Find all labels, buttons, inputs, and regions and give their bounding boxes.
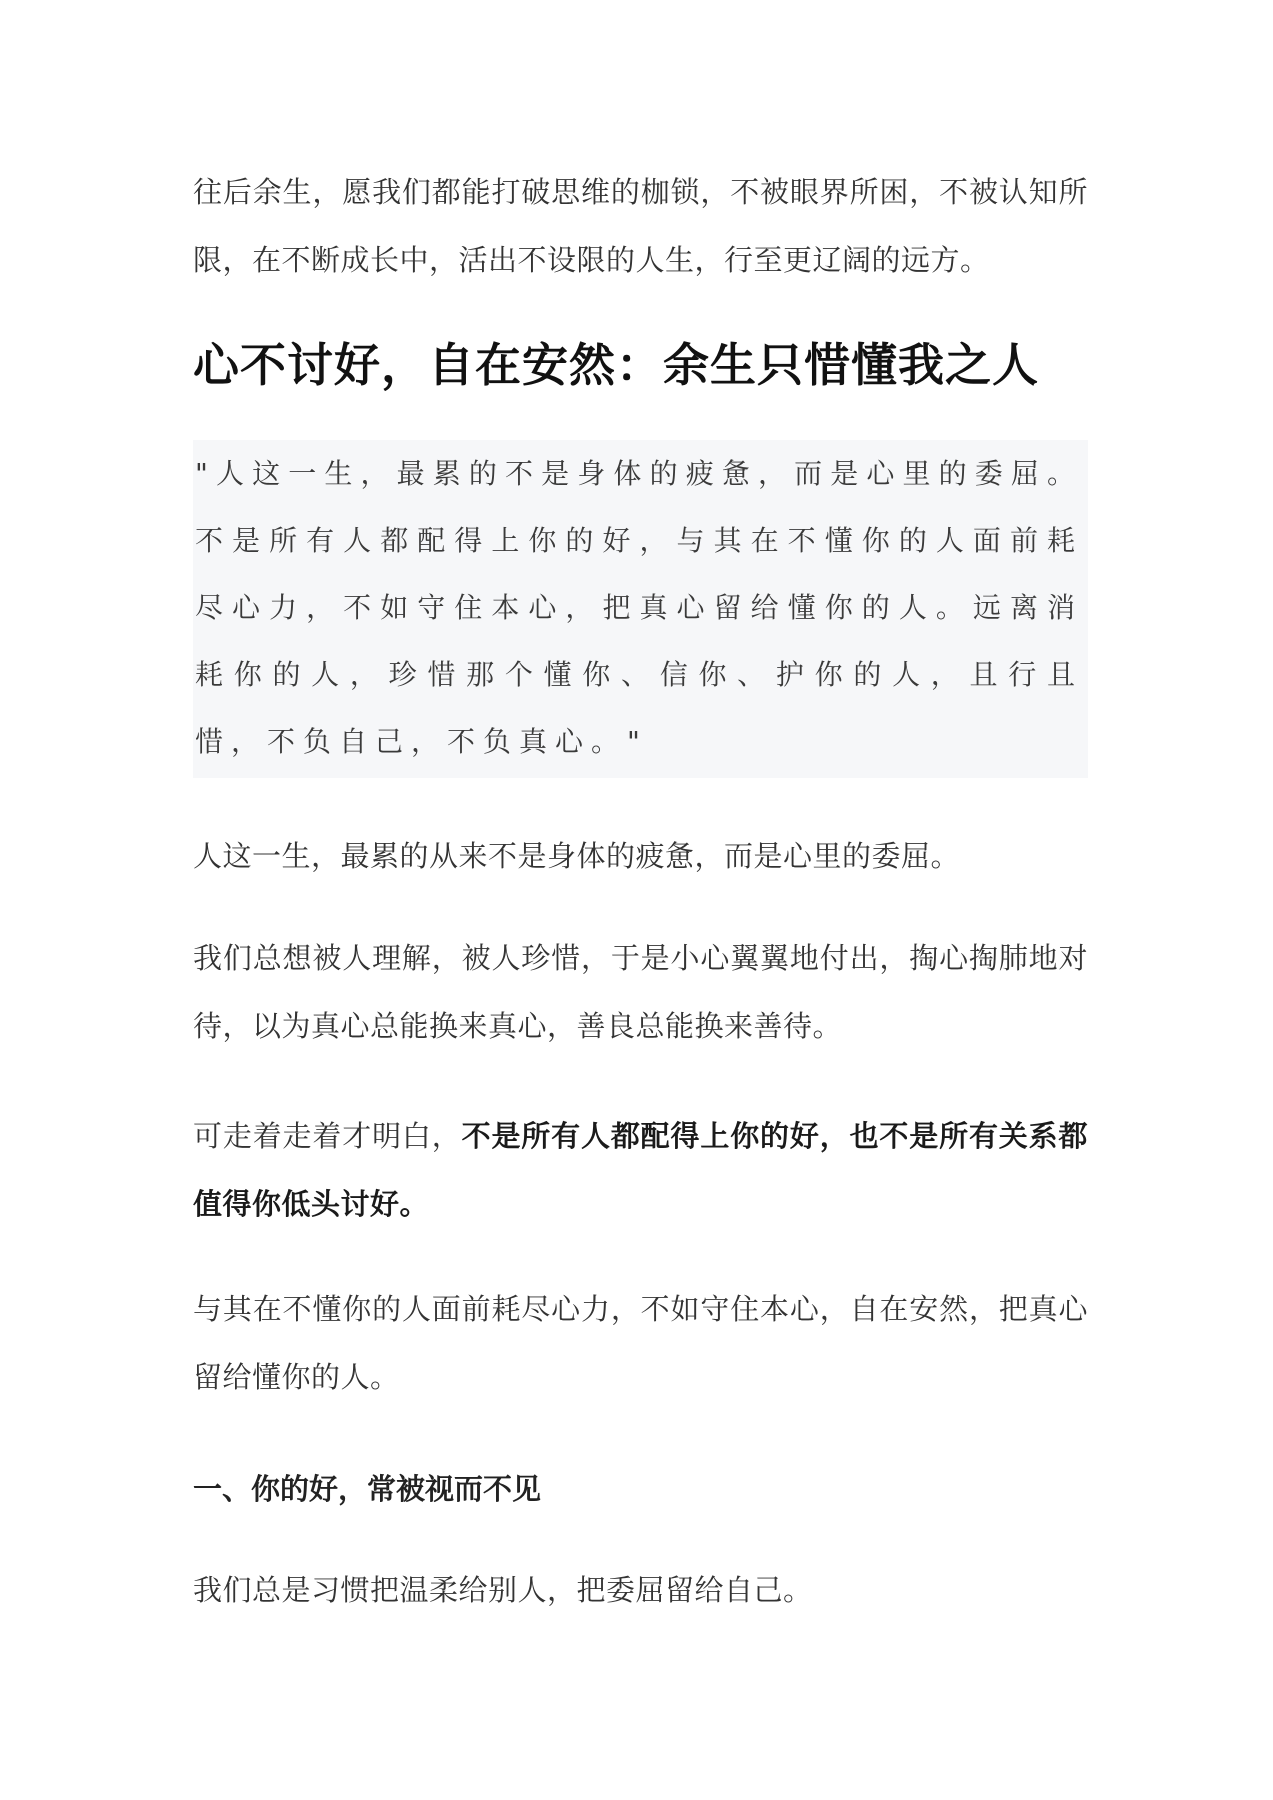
paragraph-3-lead: 可走着走着才明白，	[193, 1119, 462, 1153]
paragraph-3	[193, 1102, 1088, 1238]
section-heading: 心不讨好，自在安然：余生只惜懂我之人	[193, 338, 1039, 392]
paragraph-1: 人这一生，最累的从来不是身体的疲惫，而是心里的委屈。	[193, 839, 961, 873]
document-page	[193, 0, 1088, 1800]
subheading: 一、你的好，常被视而不见	[193, 1472, 542, 1506]
paragraph-5: 我们总是习惯把温柔给别人，把委屈留给自己。	[193, 1573, 813, 1607]
paragraph-3-bold: 不是所有人都配得上你的好，也不是所有关系都值得你低头讨好。	[193, 1119, 1088, 1221]
paragraph-2: 我们总想被人理解，被人珍惜，于是小心翼翼地付出，掏心掏肺地对待，以为真心总能换来真心，善良总能换来善待。	[193, 941, 1088, 1043]
intro-paragraph: 往后余生，愿我们都能打破思维的枷锁，不被眼界所困，不被认知所限，在不断成长中，活出不设限的人生，行至更辽阔的远方。	[193, 175, 1088, 277]
paragraph-4: 与其在不懂你的人面前耗尽心力，不如守住本心，自在安然，把真心留给懂你的人。	[193, 1292, 1088, 1394]
quote-text: "人这一生，最累的不是身体的疲惫，而是心里的委屈。不是所有人都配得上你的好，与其在不懂你的人面前耗尽心力，不如守住本心，把真心留给懂你的人。远离消耗你的人，珍惜那个懂你、信你、护你的人，且行且惜，不负自己，不负真心。"	[195, 457, 1083, 758]
